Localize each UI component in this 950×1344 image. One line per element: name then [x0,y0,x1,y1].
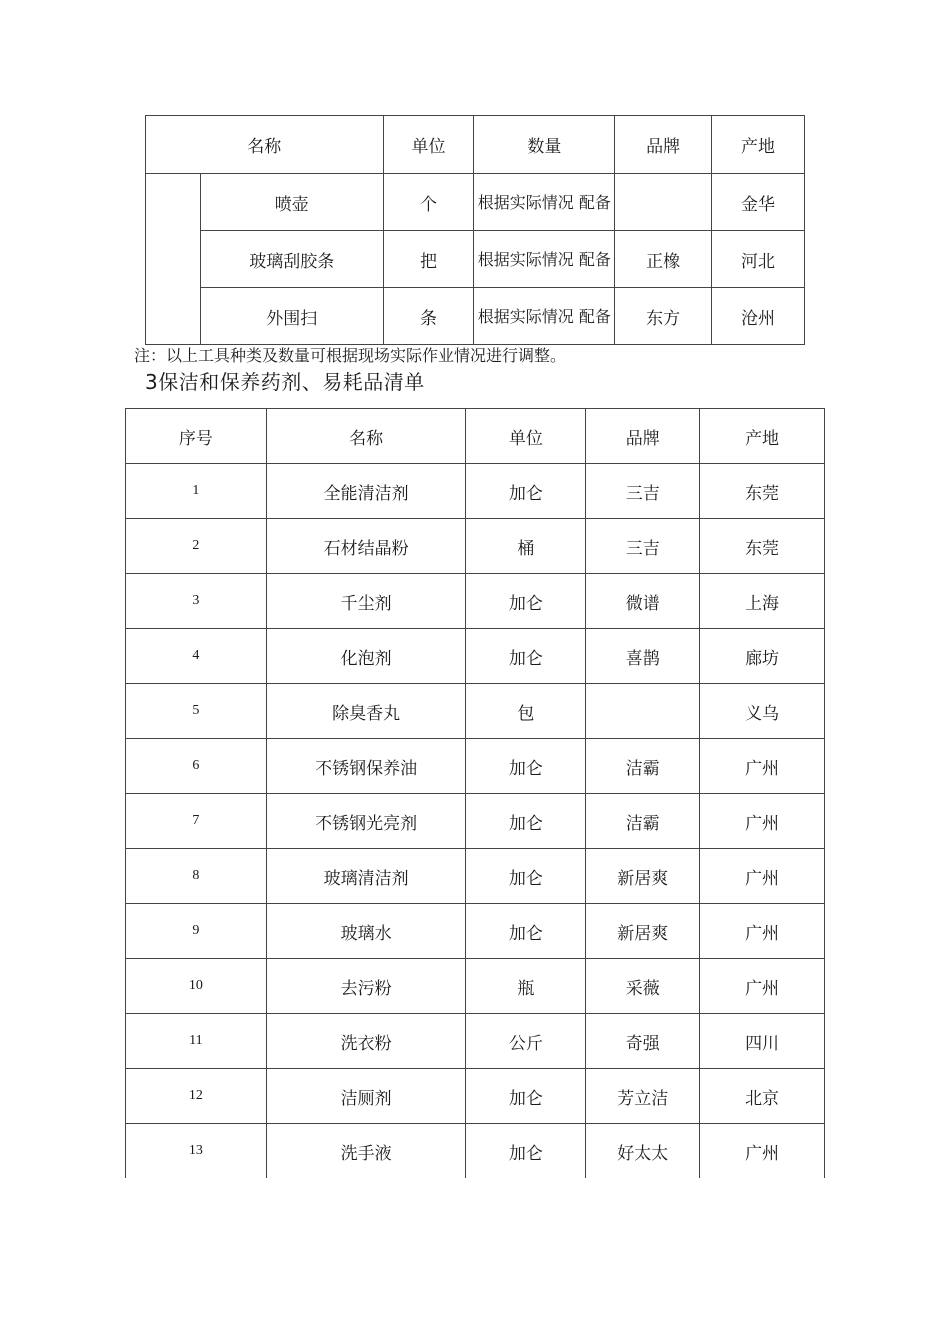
item-index: 1 [126,464,267,519]
item-index: 4 [126,629,267,684]
item-name: 除臭香丸 [266,684,466,739]
item-brand [615,174,712,231]
item-brand: 好太太 [586,1124,700,1179]
table-row [126,464,825,519]
item-origin: 四川 [700,1014,825,1069]
item-brand: 新居爽 [586,849,700,904]
item-brand: 三吉 [586,519,700,574]
item-brand: 洁霸 [586,794,700,849]
item-brand: 新居爽 [586,904,700,959]
table-row [126,849,825,904]
table-row [126,904,825,959]
item-origin: 廊坊 [700,629,825,684]
item-unit: 公斤 [466,1014,586,1069]
table-row [126,519,825,574]
item-quantity: 根据实际情况 配备 [474,174,615,231]
table-row [126,739,825,794]
item-name: 全能清洁剂 [266,464,466,519]
table-row [126,1069,825,1124]
item-unit: 桶 [466,519,586,574]
item-unit: 加仑 [466,1124,586,1179]
item-index: 5 [126,684,267,739]
item-unit: 加仑 [466,739,586,794]
item-name: 不锈钢保养油 [266,739,466,794]
item-index: 10 [126,959,267,1014]
header-quantity: 数量 [474,116,615,174]
item-unit: 加仑 [466,629,586,684]
item-name: 石材结晶粉 [266,519,466,574]
header-origin: 产地 [712,116,805,174]
item-index: 8 [126,849,267,904]
item-origin: 广州 [700,794,825,849]
item-origin: 义乌 [700,684,825,739]
table-row [126,794,825,849]
item-name: 去污粉 [266,959,466,1014]
item-origin: 东莞 [700,464,825,519]
item-quantity: 根据实际情况 配备 [474,288,615,345]
item-origin: 广州 [700,739,825,794]
item-name: 洗衣粉 [266,1014,466,1069]
item-brand: 洁霸 [586,739,700,794]
item-origin: 上海 [700,574,825,629]
item-brand: 正橡 [615,231,712,288]
item-unit: 把 [383,231,474,288]
item-index: 11 [126,1014,267,1069]
table-row [126,1124,825,1179]
table-note: 注：以上工具种类及数量可根据现场实际作业情况进行调整。 [134,346,567,365]
header-brand: 品牌 [586,409,700,464]
tools-header-row [146,116,805,174]
item-origin: 广州 [700,904,825,959]
table-row [126,959,825,1014]
item-name: 洗手液 [266,1124,466,1179]
item-name: 洁厕剂 [266,1069,466,1124]
item-unit: 加仑 [466,794,586,849]
supplies-table [125,408,825,1178]
item-brand: 喜鹊 [586,629,700,684]
item-brand: 微谱 [586,574,700,629]
header-index: 序号 [126,409,267,464]
item-index: 9 [126,904,267,959]
table-row [126,629,825,684]
item-brand: 采薇 [586,959,700,1014]
item-name: 不锈钢光亮剂 [266,794,466,849]
item-unit: 个 [383,174,474,231]
item-name: 喷壶 [200,174,383,231]
item-brand: 奇强 [586,1014,700,1069]
item-origin: 河北 [712,231,805,288]
table-row [126,1014,825,1069]
tools-table [145,115,805,345]
supplies-header-row [126,409,825,464]
item-origin: 广州 [700,1124,825,1179]
table-row [146,288,805,345]
category-cell [146,174,201,345]
item-origin: 沧州 [712,288,805,345]
item-origin: 金华 [712,174,805,231]
header-unit: 单位 [383,116,474,174]
item-unit: 条 [383,288,474,345]
item-index: 12 [126,1069,267,1124]
item-name: 玻璃水 [266,904,466,959]
item-unit: 加仑 [466,904,586,959]
section-title: 3保洁和保养药剂、易耗品清单 [145,370,425,394]
item-brand: 三吉 [586,464,700,519]
item-index: 7 [126,794,267,849]
item-brand: 芳立洁 [586,1069,700,1124]
item-name: 千尘剂 [266,574,466,629]
item-unit: 加仑 [466,464,586,519]
item-unit: 加仑 [466,849,586,904]
item-name: 外围扫 [200,288,383,345]
item-unit: 包 [466,684,586,739]
header-unit: 单位 [466,409,586,464]
table-row [126,684,825,739]
item-index: 2 [126,519,267,574]
item-origin: 广州 [700,849,825,904]
header-name: 名称 [266,409,466,464]
item-index: 13 [126,1124,267,1179]
item-unit: 加仑 [466,574,586,629]
item-index: 6 [126,739,267,794]
item-unit: 加仑 [466,1069,586,1124]
item-unit: 瓶 [466,959,586,1014]
header-origin: 产地 [700,409,825,464]
table-row [126,574,825,629]
table-row [146,231,805,288]
item-brand: 东方 [615,288,712,345]
item-brand [586,684,700,739]
item-quantity: 根据实际情况 配备 [474,231,615,288]
table-row [146,174,805,231]
header-brand: 品牌 [615,116,712,174]
item-name: 玻璃清洁剂 [266,849,466,904]
item-origin: 东莞 [700,519,825,574]
item-origin: 北京 [700,1069,825,1124]
item-name: 化泡剂 [266,629,466,684]
item-origin: 广州 [700,959,825,1014]
header-name: 名称 [146,116,384,174]
item-index: 3 [126,574,267,629]
item-name: 玻璃刮胶条 [200,231,383,288]
